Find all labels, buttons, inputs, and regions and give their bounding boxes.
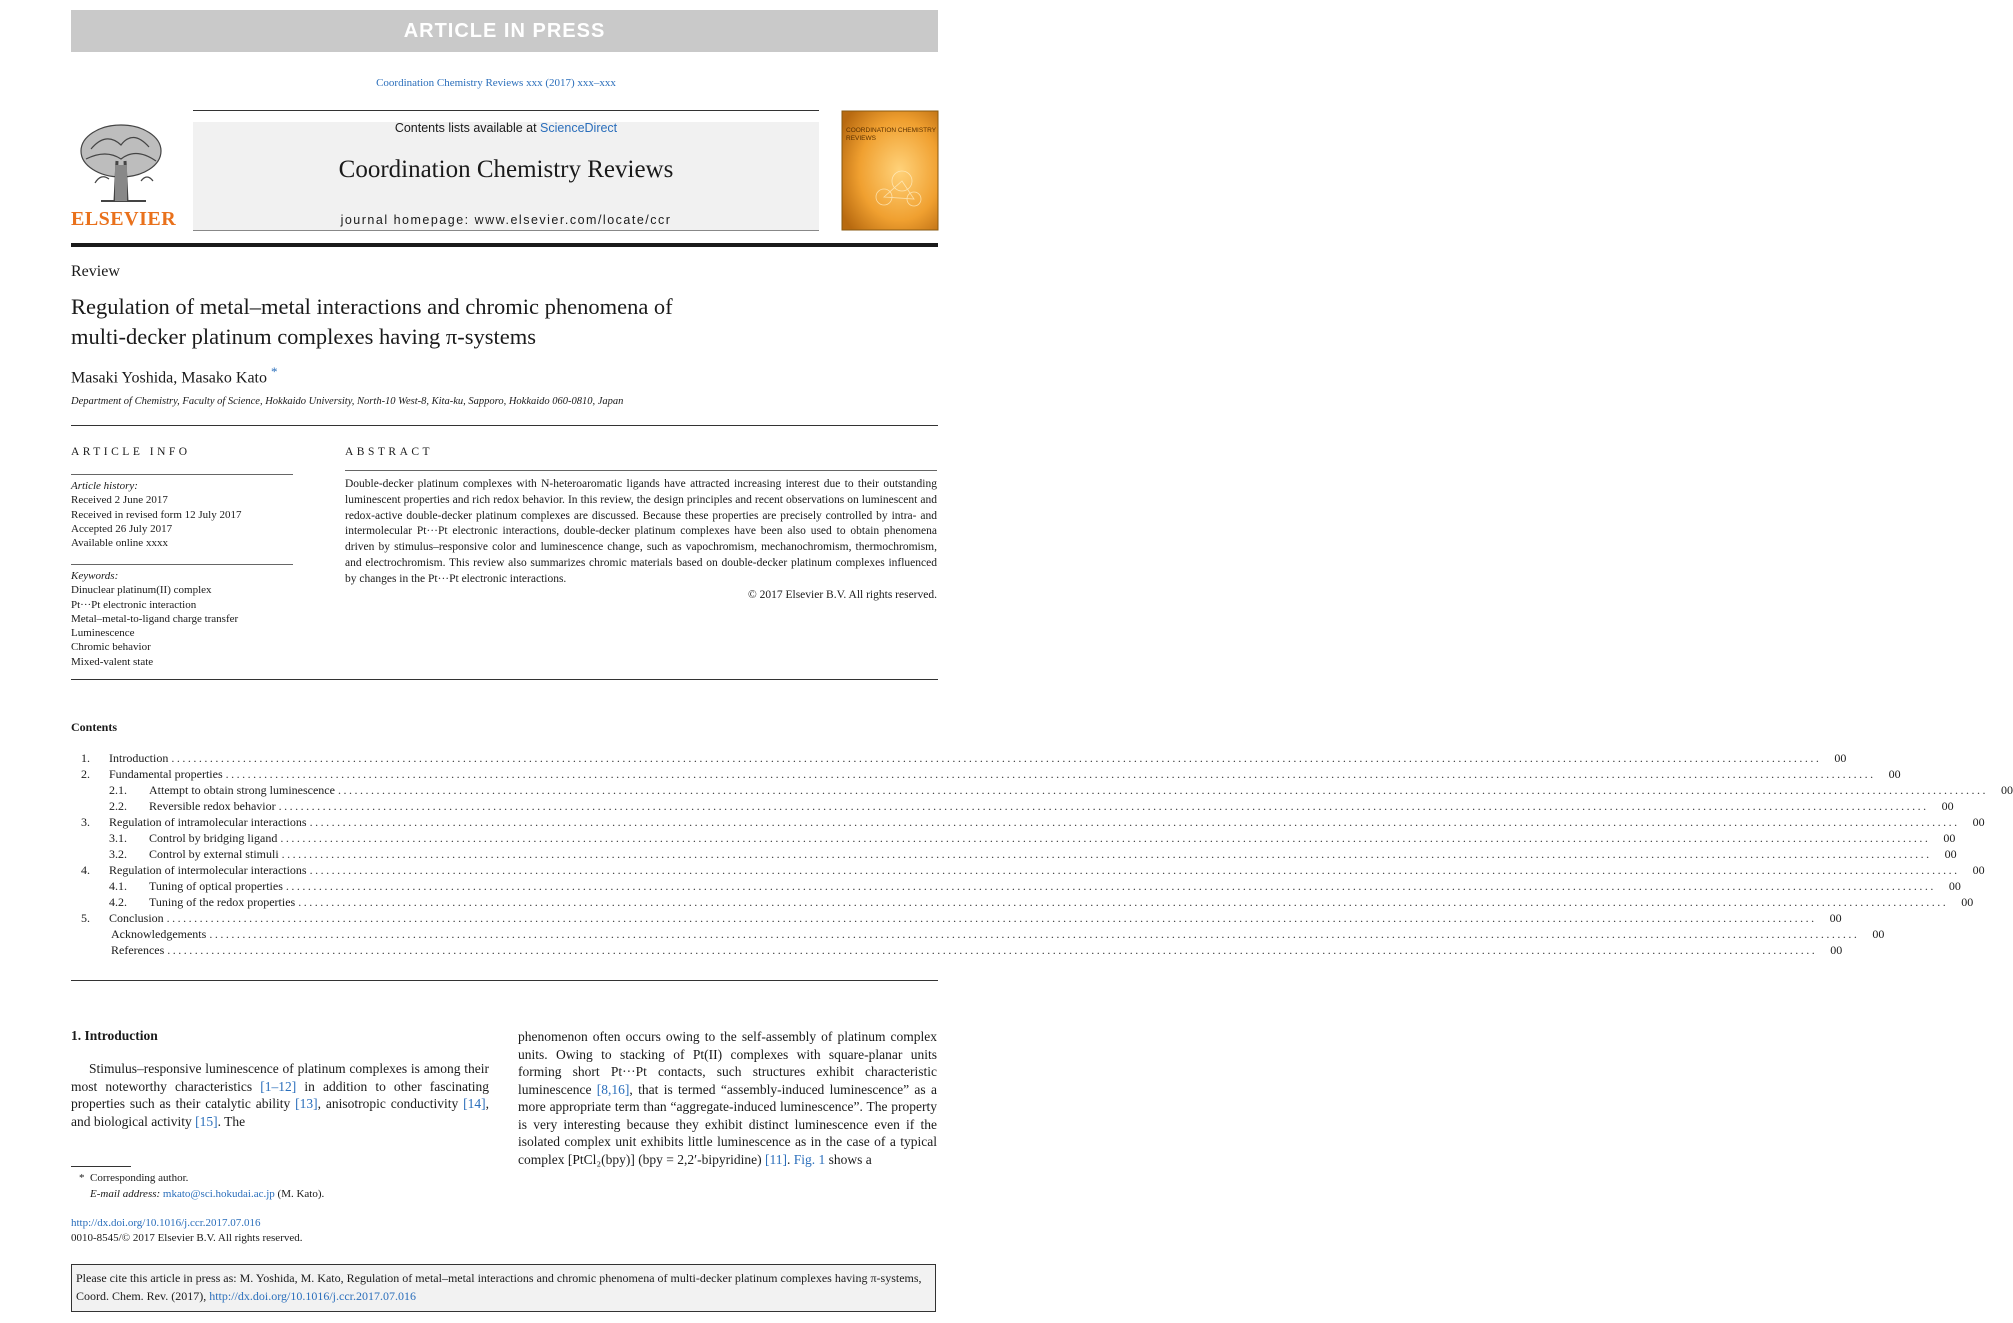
toc-entry-title[interactable]: Acknowledgements [111, 927, 207, 941]
toc-entry[interactable] [71, 750, 1847, 766]
keyword-item: Mixed-valent state [71, 655, 154, 668]
toc-entry-title[interactable]: Control by bridging ligand [149, 831, 278, 845]
email-owner: (M. Kato). [274, 1188, 325, 1200]
history-online: Available online xxxx [71, 537, 168, 550]
corresponding-label: Corresponding author. [90, 1172, 189, 1184]
toc-entry-title[interactable]: Reversible redox behavior [149, 799, 276, 813]
doi-link[interactable]: http://dx.doi.org/10.1016/j.ccr.2017.07.016 [71, 1217, 261, 1229]
contents-available-label: Contents lists available at [394, 121, 541, 135]
article-history-label: Article history: [71, 480, 138, 492]
contents-heading: Contents [71, 720, 118, 734]
toc-entry-title[interactable]: Attempt to obtain strong luminescence [149, 783, 335, 797]
toc-entry-page: 00 [1830, 943, 1843, 957]
toc-entry-title[interactable]: Fundamental properties [109, 767, 223, 781]
toc-entry-page: 00 [1943, 831, 1956, 845]
journal-reference-link[interactable]: Coordination Chemistry Reviews xxx (2017) xxx–xxx [376, 77, 616, 89]
toc-entry[interactable] [71, 846, 1957, 862]
keywords [71, 569, 301, 669]
contents-available [193, 121, 819, 135]
keywords-label: Keywords: [71, 570, 119, 582]
corresponding-note [71, 1170, 324, 1186]
toc-entry-page: 00 [2000, 783, 2013, 797]
intro-text: . [786, 1151, 794, 1167]
elsevier-wordmark: ELSEVIER [71, 208, 177, 230]
intro-column-2 [518, 1028, 937, 1168]
toc-entry[interactable] [71, 878, 1961, 894]
article-title-line-2: multi-decker platinum complexes having π-systems [71, 324, 537, 349]
toc-entry-number: 4.1. [109, 879, 127, 893]
toc-entry-page: 00 [1941, 799, 1954, 813]
intro-column-1 [71, 1060, 489, 1130]
keyword-item: Dinuclear platinum(II) complex [71, 584, 212, 597]
history-received: Received 2 June 2017 [71, 494, 168, 507]
toc-leader-dots: ............................................................................................................................................................................................................................................................................................................ [171, 751, 1822, 765]
toc-entry[interactable] [71, 894, 1974, 910]
keyword-item: Chromic behavior [71, 641, 151, 654]
homepage-url-link[interactable]: www.elsevier.com/locate/ccr [474, 213, 672, 227]
header-thick-rule [71, 243, 938, 247]
abstract-rule [345, 470, 937, 471]
toc-entry-title[interactable]: Regulation of intramolecular interactions [109, 815, 307, 829]
cover-title: COORDINATION CHEMISTRY REVIEWS [846, 127, 936, 142]
abstract-copyright: © 2017 Elsevier B.V. All rights reserved. [748, 588, 937, 601]
header-bottom-rule [193, 230, 819, 231]
footnote-rule [71, 1166, 131, 1167]
footnote-mark: * [79, 1172, 85, 1184]
intro-text: in addition to other fascinating properties such as their catalytic ability [71, 1078, 489, 1111]
toc-entry-number: 5. [81, 911, 90, 925]
article-title-line-1: Regulation of metal–metal interactions and chromic phenomena of [71, 294, 673, 319]
toc-entry-title[interactable]: Tuning of the redox properties [149, 895, 296, 909]
toc-entry-number: 3.2. [109, 847, 127, 861]
email-link[interactable]: mkato@sci.hokudai.ac.jp [162, 1188, 275, 1200]
toc-entry[interactable] [71, 814, 1985, 830]
toc-entry[interactable] [71, 798, 1954, 814]
toc-entry-page: 00 [1944, 847, 1957, 861]
footnote [71, 1170, 324, 1202]
keyword-item: Luminescence [71, 627, 135, 640]
author-names: Masaki Yoshida, Masako Kato [71, 369, 267, 387]
toc-entry-number: 3. [81, 815, 90, 829]
article-type: Review [71, 263, 120, 280]
article-in-press-banner: ARTICLE IN PRESS [71, 10, 938, 52]
cite-this-article-box [71, 1264, 936, 1312]
toc-leader-dots: ............................................................................................................................................................................................................................................................................................................ [309, 863, 1960, 877]
sciencedirect-link[interactable]: ScienceDirect [540, 121, 618, 135]
intro-text: shows a [825, 1151, 872, 1167]
toc-leader-dots: ............................................................................................................................................................................................................................................................................................................ [337, 783, 1988, 797]
toc-entry-page: 00 [1834, 751, 1847, 765]
article-info-heading: ARTICLE INFO [71, 446, 191, 458]
info-top-rule [71, 425, 938, 426]
corresponding-author-link[interactable]: * [271, 364, 278, 379]
homepage-label: journal homepage: [340, 213, 475, 227]
email-line [71, 1186, 324, 1202]
toc-entry-title[interactable]: Tuning of optical properties [149, 879, 283, 893]
toc-entry-page: 00 [1948, 879, 1961, 893]
toc-leader-dots: ............................................................................................................................................................................................................................................................................................................ [298, 895, 1949, 909]
toc-leader-dots: ............................................................................................................................................................................................................................................................................................................ [167, 943, 1818, 957]
figure-link[interactable]: Fig. 1 [793, 1151, 826, 1167]
toc-entry-number: 1. [81, 751, 90, 765]
citation-link[interactable]: [13] [295, 1096, 318, 1111]
toc-entry-number: 3.1. [109, 831, 127, 845]
toc-entry[interactable] [71, 862, 1985, 878]
history-accepted: Accepted 26 July 2017 [71, 522, 173, 535]
citation-link[interactable]: [11] [764, 1151, 787, 1167]
email-label: E-mail address: [90, 1188, 163, 1200]
keyword-item: Pt···Pt electronic interaction [71, 598, 197, 611]
citation-link[interactable]: [15] [195, 1113, 218, 1129]
keyword-item: Metal–metal-to-ligand charge transfer [71, 612, 239, 625]
article-title [71, 292, 871, 352]
toc-leader-dots: ............................................................................................................................................................................................................................................................................................................ [280, 831, 1931, 845]
toc-entry-page: 00 [1972, 863, 1985, 877]
toc-entry-page: 00 [1829, 911, 1842, 925]
toc-entry-number: 4. [81, 863, 90, 877]
toc-leader-dots: ............................................................................................................................................................................................................................................................................................................ [285, 879, 1936, 893]
toc-entry[interactable] [71, 942, 1843, 958]
toc-leader-dots: ............................................................................................................................................................................................................................................................................................................ [281, 847, 1932, 861]
toc-entry[interactable] [71, 830, 1956, 846]
toc-leader-dots: ............................................................................................................................................................................................................................................................................................................ [209, 927, 1860, 941]
contents-bottom-rule [71, 980, 938, 981]
toc-entry[interactable] [71, 782, 2013, 798]
intro-text: , and biological activity [71, 1096, 489, 1129]
table-of-contents [71, 750, 2013, 958]
toc-leader-dots: ............................................................................................................................................................................................................................................................................................................ [166, 911, 1817, 925]
keywords-rule [71, 564, 293, 565]
toc-entry[interactable] [71, 910, 1842, 926]
toc-entry-number: 4.2. [109, 895, 127, 909]
toc-entry-page: 00 [1872, 927, 1885, 941]
toc-entry-title[interactable]: Regulation of intermolecular interactions [109, 863, 307, 877]
intro-text: phenomenon often occurs owing to the self-assembly of platinum complex units. Owing to stacking of Pt(II) complexes with square-planar units forming short Pt···Pt contacts, such structures exhibit characteristic luminescence [518, 1029, 937, 1097]
toc-entry-number: 2.1. [109, 783, 127, 797]
toc-entry-page: 00 [1972, 815, 1985, 829]
abstract [345, 477, 937, 603]
history-revised: Received in revised form 12 July 2017 [71, 508, 242, 521]
header-top-rule [193, 110, 819, 111]
toc-leader-dots: ............................................................................................................................................................................................................................................................................................................ [309, 815, 1960, 829]
journal-homepage [193, 213, 819, 227]
intro-text: , that is termed “assembly-induced luminescence” as a more appropriate term than “aggregate-induced luminescence”. The property is very interesting because they exhibit distinct luminescence even if the isolated complex unit exhibits little luminescence as in the case of a typical complex [PtCl₂(bpy)] (bpy = 2,2′-bipyridine) [518, 1081, 937, 1167]
doi-block [71, 1216, 303, 1246]
citation-link[interactable]: [8,16] [596, 1081, 630, 1097]
intro-text: . The [217, 1113, 246, 1129]
toc-entry-number: 2.2. [109, 799, 127, 813]
abstract-heading: ABSTRACT [345, 446, 434, 458]
journal-title: Coordination Chemistry Reviews [338, 156, 674, 183]
elsevier-tree-icon [71, 121, 171, 209]
authors [71, 364, 278, 387]
citation-text: Please cite this article in press as: M. Yoshida, M. Kato, Regulation of metal–metal interactions and chromic phenomena of multi-decker platinum complexes having π-systems, Coord. Chem. Rev. (2017), [76, 1271, 922, 1303]
toc-entry-page: 00 [1961, 895, 1974, 909]
abstract-text: Double-decker platinum complexes with N-heteroaromatic ligands have attracted increasing interest due to their outstanding luminescent properties and rich redox behavior. In this review, the design principles and recent observations on luminescent and redox-active double-decker platinum complexes are discussed. Because these properties are precisely controlled by intra- and intermolecular Pt···Pt electronic interactions, double-decker platinum complexes have been also used to obtain phenomena driven by stimulus–responsive color and luminescence change, such as vapochromism, mechanochromism, thermochromism, and electrochromism. This review also summarizes chromic materials based on double-decker platinum complexes influenced by changes in the Pt···Pt electronic interactions. [345, 478, 937, 585]
intro-text: Stimulus–responsive luminescence of platinum complexes is among their most noteworthy characteristics [71, 1061, 489, 1094]
toc-entry-title[interactable]: References [111, 943, 165, 957]
affiliation: Department of Chemistry, Faculty of Science, Hokkaido University, North-10 West-8, Kita-ku, Sapporo, Hokkaido 060-0810, Japan [71, 396, 624, 407]
article-info-rule [71, 474, 293, 475]
citation-link[interactable]: [14] [463, 1096, 486, 1111]
toc-leader-dots: ............................................................................................................................................................................................................................................................................................................ [225, 767, 1876, 781]
article-history [71, 479, 301, 550]
toc-entry-number: 2. [81, 767, 90, 781]
citation-doi-link[interactable]: http://dx.doi.org/10.1016/j.ccr.2017.07.016 [209, 1289, 416, 1303]
abstract-bottom-rule [71, 679, 938, 680]
introduction-heading: 1. Introduction [71, 1028, 158, 1043]
toc-entry-title[interactable]: Control by external stimuli [149, 847, 279, 861]
issn-line: 0010-8545/© 2017 Elsevier B.V. All rights reserved. [71, 1232, 303, 1244]
intro-text: , anisotropic conductivity [317, 1096, 464, 1111]
toc-entry-title[interactable]: Introduction [109, 751, 169, 765]
toc-entry[interactable] [71, 766, 1901, 782]
toc-leader-dots: ............................................................................................................................................................................................................................................................................................................ [278, 799, 1929, 813]
toc-entry-title[interactable]: Conclusion [109, 911, 164, 925]
toc-entry[interactable] [71, 926, 1885, 942]
citation-link[interactable]: [1–12] [260, 1078, 297, 1094]
toc-entry-page: 00 [1888, 767, 1901, 781]
